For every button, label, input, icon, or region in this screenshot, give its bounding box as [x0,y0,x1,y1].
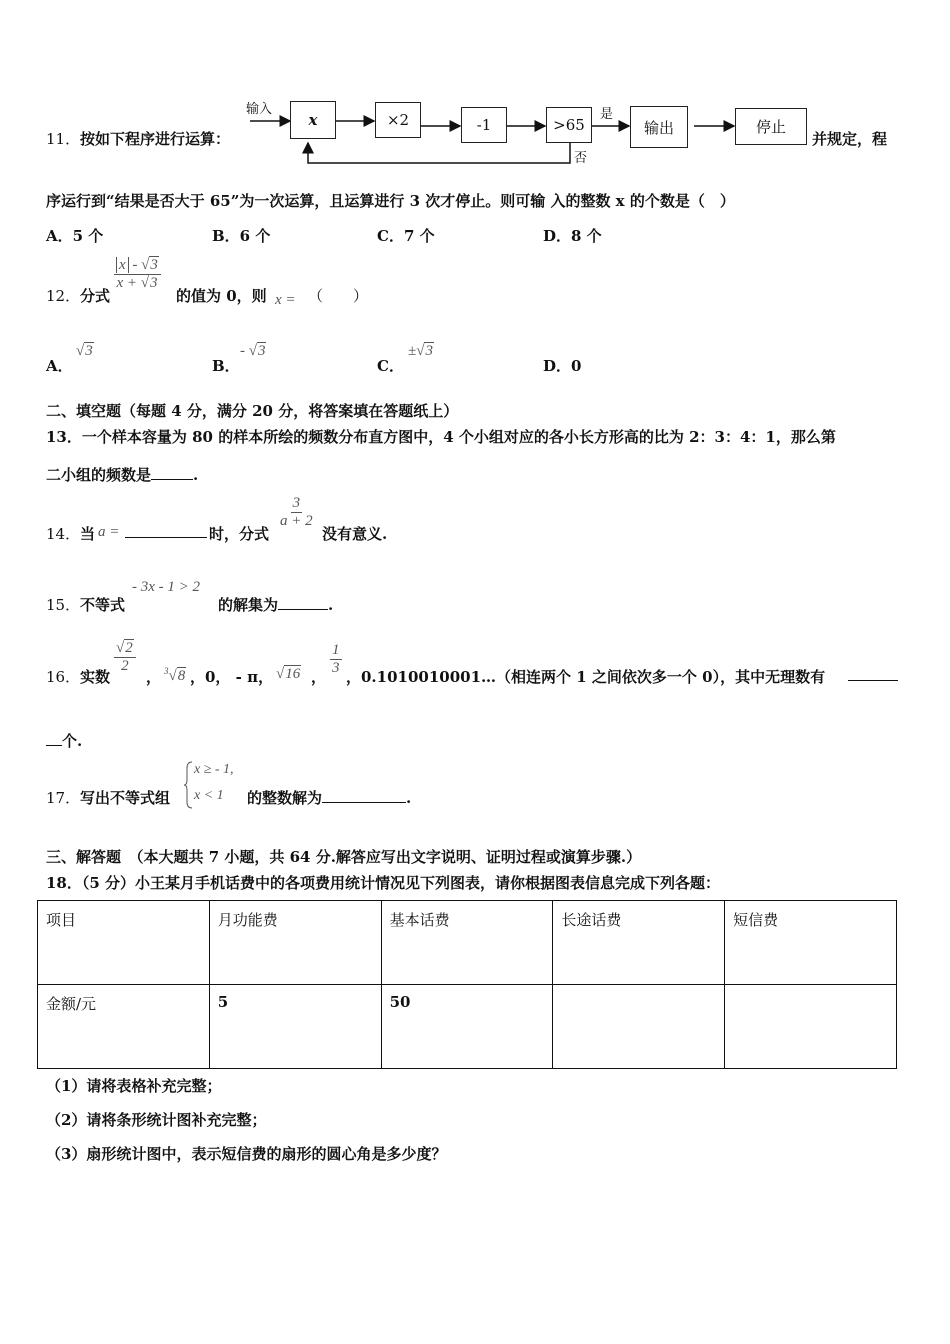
q14-frac-den: a + 2 [280,513,313,529]
q14-answer-blank[interactable] [125,523,207,538]
q18-sub-1: （1）请将表格补充完整； [46,1077,222,1095]
flow-box-subtract: -1 [461,107,507,143]
table-header-item: 项目 [38,901,210,985]
table-cell-amount-label: 金额/元 [38,985,210,1069]
q12-option-c-value: ±√3 [408,343,433,359]
q16-sqrt16-radicand: 16 [285,666,301,682]
q16-cbrt-index: 3 [164,666,169,676]
q12-number: 12． [46,287,81,305]
table-header-basic-fee: 基本话费 [381,901,553,985]
q17-line-a: x ≥ - 1, [194,762,234,777]
table-header-sms-fee: 短信费 [725,901,897,985]
q12-paren: （ ） [308,287,369,305]
q12-num-minus: - [128,257,142,273]
flow-box-compare: >65 [546,107,592,143]
flow-yes-label: 是 [600,107,614,122]
q12-option-a-root: 3 [85,343,93,359]
q12-option-c-sign: ± [408,343,417,359]
q13-line2-text: 二小组的频数是 [46,466,152,484]
q12-option-b-value: - √3 [240,343,266,359]
flow-no-label: 否 [574,151,588,166]
q15-tail [218,594,333,615]
q11-option-b: B．6 个 [212,227,271,245]
q16-mid: ，0， - π， [190,668,274,686]
q18-fee-table [37,900,897,1069]
q15-tail-text: 的解集为 [218,596,279,614]
q12-var: x = [275,292,296,308]
q16-cbrt-radicand: 8 [177,668,186,684]
flow-box-x: x [290,101,336,139]
flow-box-multiply: ×2 [375,102,421,138]
flow-box-stop: 停止 [735,108,807,145]
section-3-heading: 三、解答题 （本大题共 7 小题，共 64 分.解答应写出文字说明、证明过程或演算步骤.） [46,848,642,866]
flow-input-label: 输入 [246,102,273,117]
q16-sqrt16: √16 [276,666,301,682]
q18-intro: 18．（5 分）小王某月手机话费中的各项费用统计情况见下列图表，请你根据图表信息完成下列各题： [46,874,721,892]
q15-answer-blank[interactable] [278,595,328,610]
q12-option-b-root: 3 [257,343,266,359]
q11-option-c: C．7 个 [377,227,435,245]
table-row [38,985,897,1069]
q12-option-a: A． [46,357,73,375]
q12-option-d: D．0 [543,357,582,375]
q17-line-b: x < 1 [194,788,224,803]
q17-lead: 写出不等式组 [80,789,171,807]
q12-option-b-sign: - [240,343,249,359]
table-header-monthly-fee: 月功能费 [209,901,381,985]
q14-var: a = [98,524,120,540]
q15-inequality: - 3x - 1 > 2 [132,579,201,595]
q16-number: 16． [46,668,81,686]
q16-answer-blank-b[interactable] [46,731,62,746]
q16-answer-blank-a[interactable] [848,666,898,681]
table-cell-basic-fee: 50 [381,985,553,1069]
q12-option-c-root: 3 [425,343,433,359]
q11-lead-tail: 并规定，程 [812,130,888,148]
table-cell-sms-fee[interactable] [725,985,897,1069]
q17-tail-text: 的整数解为 [247,789,323,807]
q11-line2: 序运行到“结果是否大于 65”为一次运算，且运算进行 3 次才停止。则可输 入的整数 x 的个数是（ ） [46,192,735,210]
q16-tail: ，0.1010010001…（相连两个 1 之间依次多一个 0），其中无理数有 [346,668,826,686]
q12-den-plus: + [123,275,141,291]
q16-line2-text: 个. [62,732,83,750]
q16-lead: 实数 [80,668,111,686]
q14-tail: 没有意义. [322,525,388,543]
q13-answer-blank[interactable] [151,465,193,480]
q12-den-root: 3 [149,275,158,291]
q16-sep-1: ， [146,668,162,686]
q16-f1-den: 2 [121,658,129,674]
q14-frac-num: 3 [292,495,301,511]
q16-frac-sqrt2-over-2: $\frac{√2}{2}$ [114,640,136,675]
q12-num-root: 3 [150,257,158,273]
table-cell-long-distance[interactable] [553,985,725,1069]
q13-line2 [46,464,198,485]
q17-number: 17． [46,789,81,807]
table-row [38,901,897,985]
q13-line1: 13．一个样本容量为 80 的样本所绘的频数分布直方图中，4 个小组对应的各小长方形高的比为 2：3：4：1，那么第 [46,428,836,446]
q16-frac-1-over-3 [330,642,342,677]
q12-mid: 的值为 0，则 [176,287,267,305]
q16-f2-den: 3 [332,660,340,676]
q13-end: . [193,466,199,484]
flowchart [240,95,815,170]
q12-den-x: x [116,275,124,291]
q17-system [184,760,246,810]
q17-end: . [406,789,412,807]
q15-end: . [328,596,334,614]
flow-box-output: 输出 [630,106,688,148]
q15-number: 15． [46,596,81,614]
q14-number: 14． [46,525,81,543]
table-cell-monthly-fee: 5 [209,985,381,1069]
q16-cbrt8: $^3$√8 [164,666,186,684]
q11-lead: 按如下程序进行运算： [80,130,231,148]
q12-fraction: $\frac{x - √3}{x + √3}$ [114,257,161,292]
q16-line2 [46,730,82,751]
q12-lead: 分式 [80,287,111,305]
section-2-heading: 二、填空题（每题 4 分，满分 20 分，将答案填在答题纸上） [46,402,459,420]
q12-option-b: B． [212,357,240,375]
q17-brace [184,760,194,810]
q17-answer-blank[interactable] [322,788,406,803]
q15-lead: 不等式 [80,596,126,614]
q16-sep-2: ， [311,668,327,686]
q18-sub-2: （2）请将条形统计图补充完整； [46,1111,267,1129]
q14-fraction [278,495,315,530]
q16-f1-num: 2 [125,640,133,656]
table-header-long-distance: 长途话费 [553,901,725,985]
q14-mid: 时，分式 [209,525,270,543]
q12-abs-x: x [116,257,129,273]
q14-lead: 当 [80,525,96,543]
q18-sub-3: （3）扇形统计图中，表示短信费的扇形的圆心角是多少度？ [46,1145,447,1163]
q12-option-a-value: √3 [76,343,93,359]
q11-number: 11． [46,130,81,148]
q11-option-d: D．8 个 [543,227,602,245]
q16-f2-num: 1 [332,642,340,658]
q17-tail [247,787,411,808]
q11-option-a: A．5 个 [46,227,104,245]
q12-option-c: C． [377,357,404,375]
